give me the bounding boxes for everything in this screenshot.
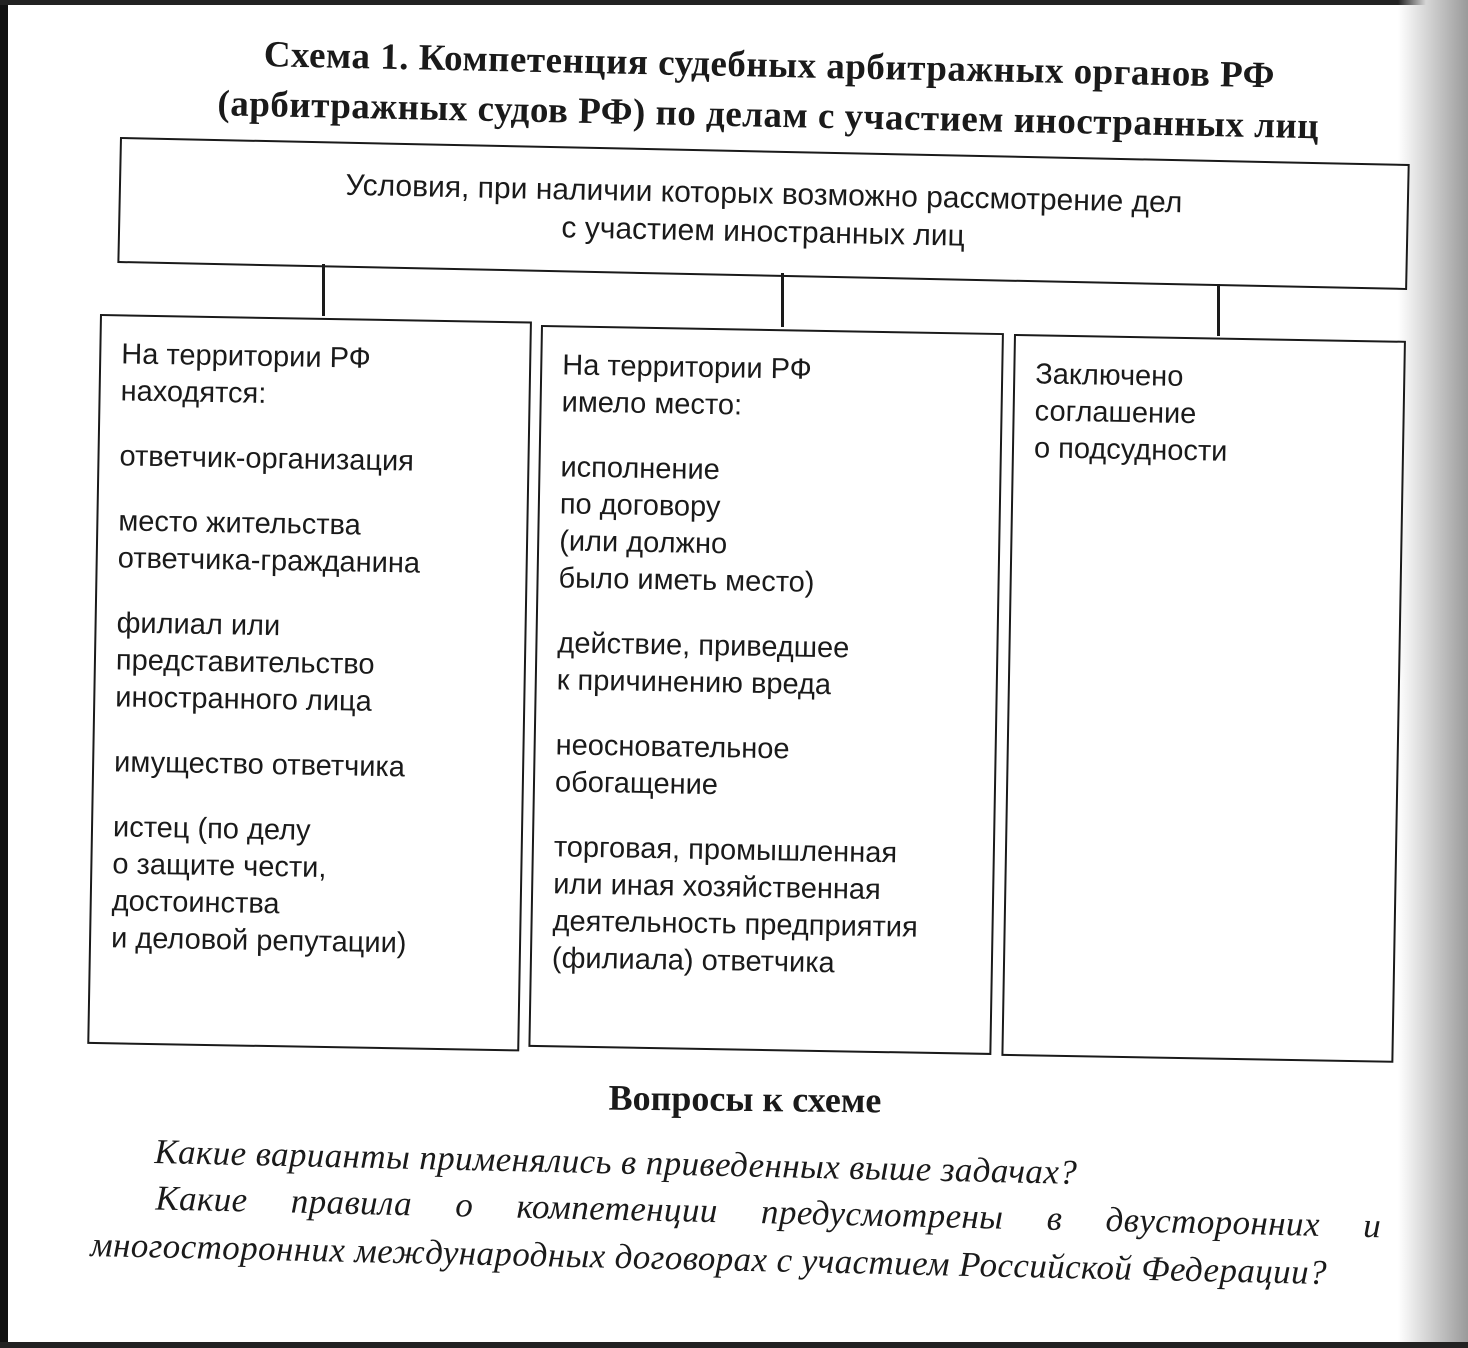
diagram-title [158, 28, 1380, 154]
column-took-place-item: торговая, промышленная или иная хозяйственная деятельность предприятия (филиала) ответчика [551, 831, 918, 980]
column-took-place-item: неосновательное обогащение [554, 729, 790, 802]
column-located-item: истец (по делу о защите чести, достоинства и деловой репутации) [110, 811, 407, 960]
diagram-title-line2: (арбитражных судов РФ) по делам с участием иностранных лиц [217, 83, 1320, 148]
connector-right [1217, 284, 1220, 336]
column-located-heading: На территории РФ находятся: [120, 338, 371, 410]
conditions-line1: Условия, при наличии которых возможно рассмотрение дел [345, 168, 1183, 220]
conditions-line2: с участием иностранных лиц [561, 211, 966, 253]
diagram-title-lead: Схема 1. [263, 34, 410, 79]
questions-title: Вопросы к схеме [608, 1077, 882, 1121]
conditions-box [117, 137, 1409, 290]
scan-edge-top [0, 0, 1468, 5]
diagram-title-line1: Компетенция судебных арбитражных органов РФ [418, 37, 1276, 97]
column-agreement [1001, 334, 1406, 1063]
column-took-place-heading: На территории РФ имело место: [561, 349, 812, 422]
column-took-place [528, 325, 1004, 1055]
column-agreement-heading: Заключено соглашение о подсудности [1033, 358, 1228, 468]
question-2: Какие правила о компетенции предусмотрены в двусторонних и многосторонних международных договорах с участием Российской Федерации? [89, 1178, 1382, 1293]
column-located-item: имущество ответчика [113, 746, 406, 784]
scan-edge-bottom [0, 1342, 1468, 1348]
column-took-place-item: исполнение по договору (или должно было иметь место) [558, 451, 815, 599]
scan-edge-left [0, 0, 8, 1348]
connector-left [322, 264, 325, 316]
column-located [87, 314, 532, 1051]
connector-middle [781, 273, 784, 327]
column-located-item: ответчик-организация [119, 440, 415, 478]
column-took-place-item: действие, приведшее к причинению вреда [556, 627, 850, 702]
column-located-item: филиал или представительство иностранного лица [115, 607, 375, 718]
column-located-item: место жительства ответчика-гражданина [117, 505, 421, 580]
question-1: Какие варианты применялись в приведенных выше задачах? [154, 1131, 1078, 1192]
